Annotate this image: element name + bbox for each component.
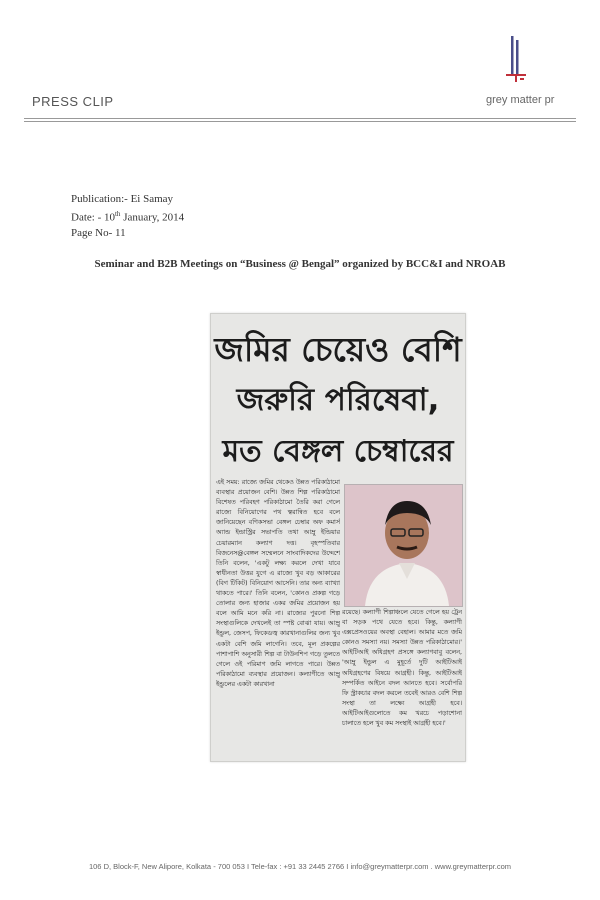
page-header [0, 0, 600, 130]
publication-meta [71, 192, 184, 241]
footer-address: 106 D, Block-F, New Alipore, Kolkata - 700 053 I Tele-fax : +91 33 2445 2766 I info@greymatterpr.com . www.greymatterpr.com [88, 862, 512, 871]
portrait-photo [344, 484, 463, 607]
press-clip-label: PRESS CLIP [32, 94, 114, 109]
header-divider [24, 118, 576, 119]
date-line: Date: - 10th January, 2014 [71, 210, 185, 224]
clip-column-right: রয়েছে। কল্যাণী শিল্পাঞ্চলে যেতে গেলে হয় ট্রেন বা সড়ক পথে যেতে হবে। কিন্তু, কল্যাণী এক্সপ্রেসওয়ের অবস্থা বেহাল। আমার মতে জমি কোনও সমস্যা নয়। সমস্যা উন্নত পরিকাঠামোর।' আইটিআই অধিগ্রহণ প্রসঙ্গে কল্যাণবাবু বলেন, 'আম্রু ইন্ডুল এ মুহূর্তে দুটি আইটিআই অধিগ্রহণের বিষয়ে আগ্রহী। কিন্তু, আইটিআই সম্পর্কিত আইনে বদল আনতে হবে। সর্বোপরি ফি স্ট্রাকচার বদল করলে তবেই আরও বেশি শিল্প সংস্থা তা লক্ষ্যে আগ্রহী হবে। আইটিআইগুলোতে কম খরচে পড়াশোনা চালাতে হলে খুব কম সংস্থাই আগ্রহী হবে।' [342, 609, 462, 728]
page-line: Page No- 11 [71, 226, 126, 239]
brand-name: grey matter pr [486, 94, 555, 106]
clip-headline: Seminar and B2B Meetings on “Business @ Bengal” organized by BCC&I and NROAB [94, 258, 506, 270]
clip-title-line-3: মত বেঙ্গল চেম্বারের [222, 434, 454, 469]
clip-title-line-2: জরুরি পরিষেবা, [236, 382, 440, 418]
newspaper-clipping [210, 313, 466, 762]
header-divider-secondary [24, 121, 576, 122]
publication-line: Publication:- Ei Samay [71, 193, 174, 205]
clip-title-line-1: জমির চেয়েও বেশি [214, 330, 462, 369]
clip-column-left: এই সময়: রাজ্যে জমির থেকেও উন্নত পরিকাঠামো ব্যবস্থার প্রয়োজন বেশি। উন্নত শিল্প পরিকাঠামো বিশেষত পরিবহণ পরিকাঠামো তৈরি করা গেলে রাজ্যে বিনিয়োগের পথ ত্বরান্বিত হবে বলে জানিয়েছেন বণিকসভা বেঙ্গল চেম্বার অফ কমার্স অ্যান্ড ইন্ডাস্ট্রির সভাপতি তথা আম্রু ইন্ডিয়ার চেয়ারম্যান কল্যাণ দত্ত। বৃহস্পতিবার বিজনেস@বেঙ্গল সম্মেলনে সাংবাদিকদের উদ্দেশে তিনি বলেন, 'একটু লক্ষ্য করলে দেখা যাবে স্বাধীনতা উত্তর যুগে এ রাজ্যে খুব বড় আকারের (বিগ টিকিট) বিনিয়োগ আসেনি। তার অন্য ব্যাখ্যা থাকতে পারে।' তিনি বলেন, 'কোনও প্রকল্প গড়ে তোলার জন্য হাজার একর জমির প্রয়োজন হয় বলে আমি মনে করি না। রাজ্যের পুরনো শিল্প সংস্থাগুলিকে দেখলেই তা স্পষ্ট বোঝা যায়। আম্রু ইন্ডুল, জেসপ, ফিকেডজ্ব কারখানাগুলির জন্য খুব একটা বেশি জমি লাগেনি। তবে, মূল প্রকল্পের পাশাপাশি অনুসারী শিল্প বা টাউনশিপ গড়ে তুলতে গেলে ওই পরিমাণ জমি লাগতে পারে। উন্নত পরিকাঠামো ব্যবস্থার প্রয়োজন। কল্যাণীতে আম্রু ইন্ডুলের একটা কারখানা [216, 479, 340, 688]
